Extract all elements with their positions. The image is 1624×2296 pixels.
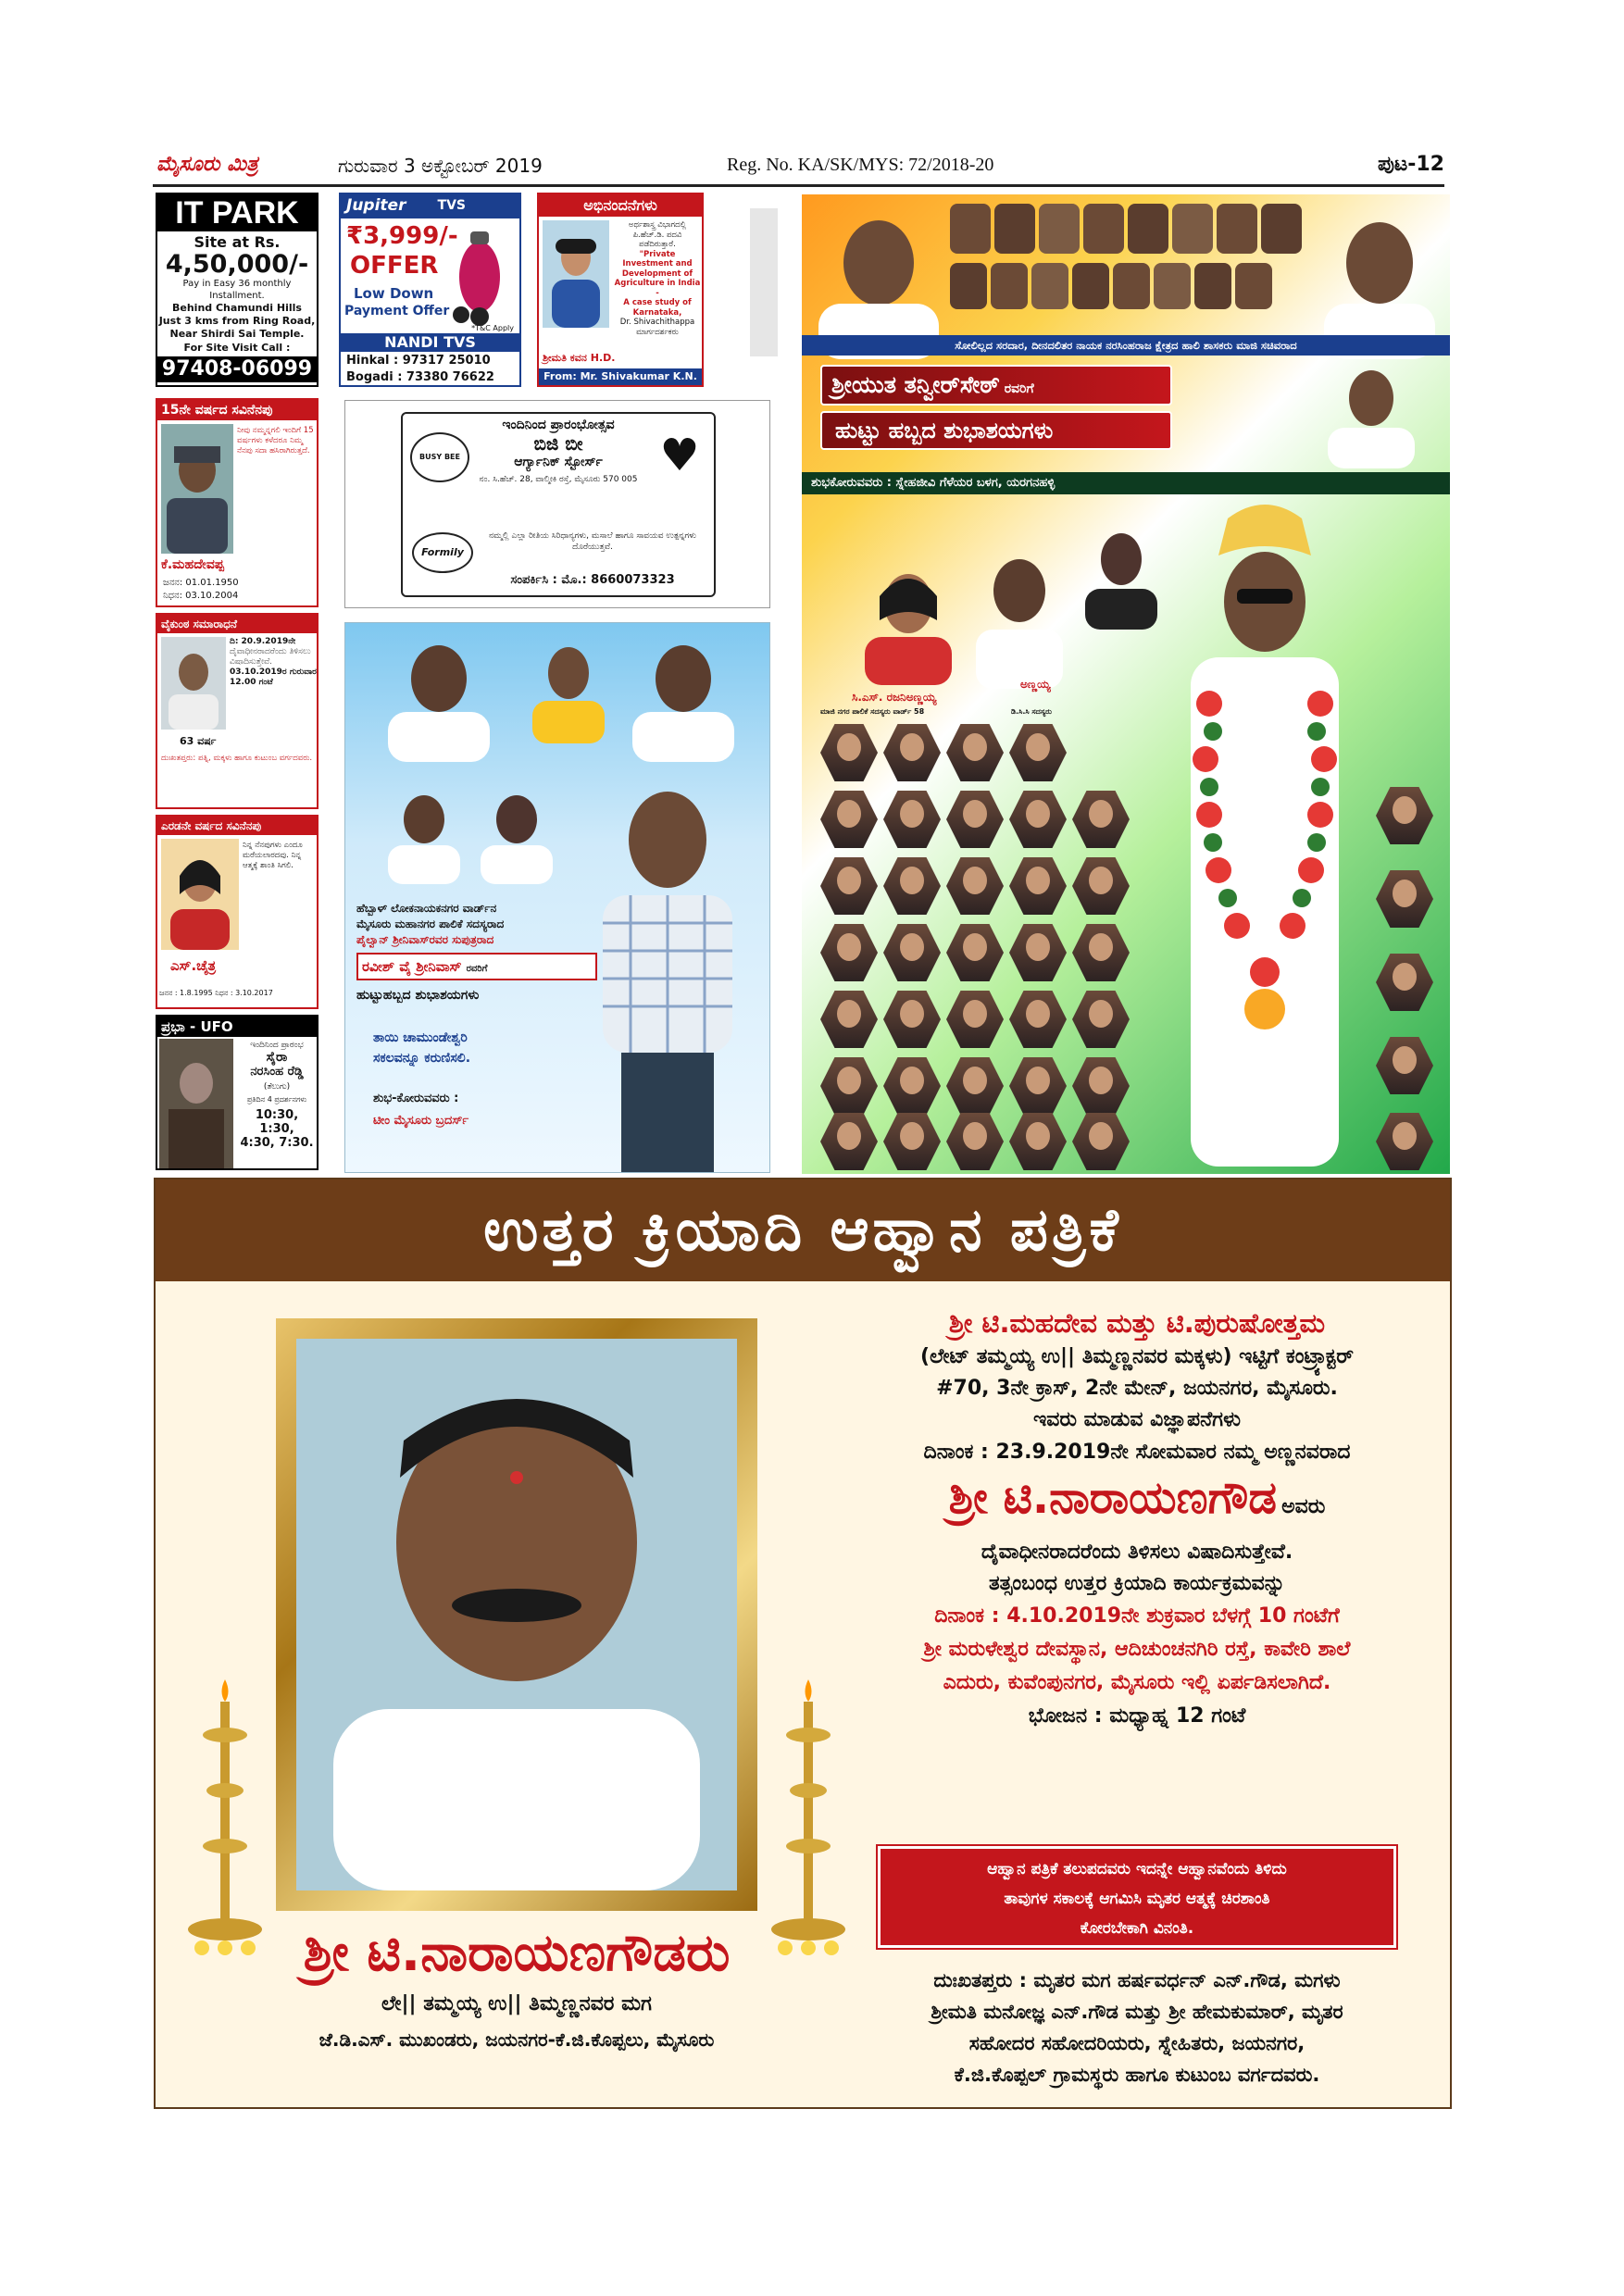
ravish-from-label: ಶುಭ-ಕೋರುವವರು : <box>373 1092 459 1105</box>
supporter-photo <box>883 924 941 981</box>
ravish-bless-2: ಸಕಲವನ್ನೂ ಕರುಣಿಸಲಿ. <box>373 1051 471 1066</box>
vaikunta-title: ವೈಕುಂಠ ಸಮಾರಾಧನೆ <box>157 615 317 633</box>
tvs-brand: TVS <box>437 198 466 213</box>
anniversary-15-photo <box>161 424 233 554</box>
it-park-phone: 97408-06099 <box>157 356 317 382</box>
annayya-role: ಡಿ.ಸಿ.ಸಿ ಸದಸ್ಯರು <box>1011 707 1052 716</box>
notice-line2: ತಾವುಗಳ ಸಕಾಲಕ್ಕೆ ಆಗಮಿಸಿ ಮೃತರ ಆತ್ಮಕ್ಕೆ ಚಿರಶಾಂತಿ <box>1004 1890 1270 1908</box>
leader-thumb <box>1194 263 1231 309</box>
thesis-1: "Private <box>639 249 676 259</box>
thesis-6: Karnataka, <box>632 307 682 318</box>
vaikunta-time: 12.00 ಗಂಟೆ <box>230 678 273 687</box>
mourners-3: ಸಹೋದರ ಸಹೋದರಿಯರು, ಸ್ನೇಹಿತರು, ಜಯನಗರ, <box>968 2032 1305 2054</box>
supporter-photo <box>1376 1037 1433 1094</box>
jupiter-dealer: NANDI TVS <box>341 333 519 352</box>
obit-line8: ದಿನಾಂಕ : 4.10.2019ನೇ ಶುಕ್ರವಾರ ಬೆಳಗ್ಗೆ 10 ಗಂಟೆಗೆ <box>934 1604 1340 1628</box>
jupiter-tvs-ad <box>339 193 521 387</box>
jupiter-tc: *T&C Apply <box>471 324 514 332</box>
ravish-line2: ಮೈಸೂರು ಮಹಾನಗರ ಪಾಲಿಕೆ ಸದಸ್ಯರಾದ <box>356 917 505 930</box>
supporter-photo <box>946 924 1004 981</box>
anniversary-2-name: ಎಸ್.ಚೈತ್ರ <box>170 957 217 974</box>
busy-bee-subtitle: ಆರ್ಗ್ಯಾನಿಕ್ ಸ್ಟೋರ್ಸ್ <box>514 455 603 469</box>
notice-line1: ಆಹ್ವಾನ ಪತ್ರಿಕೆ ತಲುಪದವರು ಇದನ್ನೇ ಆಹ್ವಾನವೆಂದು ತಿಳಿದು <box>987 1860 1287 1878</box>
tanveer-suffix: ರವರಿಗೆ <box>1004 381 1034 396</box>
anniversary-2-title: ಎರಡನೇ ವರ್ಷದ ಸವಿನೆನಪು <box>157 817 317 835</box>
supporters-grid <box>811 724 1163 1174</box>
obit-line4: ಇವರು ಮಾಡುವ ವಿಜ್ಞಾಪನೆಗಳು <box>1032 1408 1242 1431</box>
supporter-photo <box>820 1113 878 1170</box>
ravish-line1: ಹೆಬ್ಬಾಳ್ ಲೋಕನಾಯಕನಗರ ವಾರ್ಡ್‌ನ <box>356 902 497 915</box>
ravish-suffix: ರವರಿಗೆ <box>466 964 488 974</box>
anniversary-15-died: ನಿಧನ: 03.10.2004 <box>163 591 239 601</box>
leader-thumb <box>1113 263 1150 309</box>
obit-line7: ತತ್ಸಂಬಂಧ ಉತ್ತರ ಕ್ರಿಯಾದಿ ಕಾರ್ಯಕ್ರಮವನ್ನು <box>988 1572 1285 1595</box>
mourners-4: ಕೆ.ಜಿ.ಕೊಪ್ಪಲ್ ಗ್ರಾಮಸ್ಥರು ಹಾಗೂ ಕುಟುಂಬ ವರ್ಗದವರು. <box>954 2064 1320 2086</box>
supporter-photo <box>946 991 1004 1048</box>
it-park-line4: Just 3 kms from Ring Road, <box>158 314 316 327</box>
supporter-photo <box>820 724 878 781</box>
rajani-annayya-photo <box>857 555 959 685</box>
annayya-photo <box>968 541 1070 689</box>
prabha-title: ಪ್ರಭಾ - UFO <box>157 1017 317 1037</box>
tanveer-main-photo <box>1154 500 1376 1167</box>
obit-line5: ದಿನಾಂಕ : 23.9.2019ನೇ ಸೋಮವಾರ ನಮ್ಮ ಅಣ್ಣನವರಾದ <box>923 1441 1351 1464</box>
tanveer-name: ಶ್ರೀಯುತ ತನ್ವೀರ್‌ಸೇಠ್ <box>831 371 1000 398</box>
obit-line11: ಭೋಜನ : ಮಧ್ಯಾಹ್ನ 12 ಗಂಟೆ <box>1028 1704 1246 1728</box>
friend-photo <box>1080 518 1163 630</box>
film-name-1: ಸೈರಾ <box>266 1050 288 1065</box>
it-park-visit: For Site Visit Call : <box>183 342 291 355</box>
vaikunta-photo <box>161 637 226 730</box>
supporter-photo <box>1376 954 1433 1011</box>
vaikunta-ad: ವೈಕುಂಠ ಸಮಾರಾಧನೆ ದಿ: 20.9.2019ನೇ ದೈವಾಧೀನರಾದರೆಂದು ತಿಳಿಸಲು ವಿಷಾದಿಸುತ್ತೇವೆ. 03.10.2019ರ ಗುರುವಾರ 12.00 ಗಂಟೆ 63 ವರ್ಷ ದುಃಖತಪ್ತರು: ಪತ್ನಿ, ಮಕ್ಕಳು ಹಾಗೂ ಕುಟುಂಬ ವರ್ಗದವರು. <box>156 613 319 809</box>
leader-thumb <box>1072 263 1109 309</box>
supporter-photo <box>1009 791 1067 848</box>
supporter-photo <box>946 791 1004 848</box>
obit-line3: #70, 3ನೇ ಕ್ರಾಸ್, 2ನೇ ಮೇನ್, ಜಯನಗರ, ಮೈಸೂರು. <box>936 1377 1338 1400</box>
supporter-photo <box>883 724 941 781</box>
formily-logo: Formily <box>412 532 473 573</box>
obit-line10: ಎದುರು, ಕುವೆಂಪುನಗರ, ಮೈಸೂರು ಇಲ್ಲಿ ಏರ್ಪಡಿಸಲಾಗಿದೆ. <box>943 1671 1331 1694</box>
rajani-role: ಮಾಜಿ ನಗರ ಪಾಲಿಕೆ ಸದಸ್ಯರು ವಾರ್ಡ್ 58 <box>820 707 925 716</box>
ravish-from: ಟೀಂ ಮೈಸೂರು ಬ್ರದರ್ಸ್ <box>373 1114 469 1128</box>
ravish-name: ರವೀಶ್ ವೈ ಶ್ರೀನಿವಾಸ್ <box>362 958 462 975</box>
busy-bee-ad <box>344 400 770 608</box>
supporter-photo <box>1009 724 1067 781</box>
busy-bee-desc: ನಮ್ಮಲ್ಲಿ ಎಲ್ಲಾ ರೀತಿಯ ಸಿರಿಧಾನ್ಯಗಳು, ಮಸಾಲೆ ಹಾಗೂ ಸಾವಯವ ಉತ್ಪನ್ನಗಳು ದೊರೆಯುತ್ತವೆ. <box>489 531 696 552</box>
supporter-photo <box>820 791 878 848</box>
tanveer-top-line: ಸೋಲಿಲ್ಲದ ಸರದಾರ, ದೀನದಲಿತರ ನಾಯಕ ನರಸಿಂಹರಾಜ ಕ್ಷೇತ್ರದ ಹಾಲಿ ಶಾಸಕರು ಮಾಜಿ ಸಚಿವರಾದ <box>802 335 1450 356</box>
leaders-row-1 <box>950 204 1302 259</box>
it-park-line2: Pay in Easy 36 monthly Installment. <box>182 279 292 301</box>
thesis-5: A case study of <box>623 298 692 307</box>
supporter-photo <box>1072 857 1130 915</box>
ravish-birthday-ad <box>344 622 770 1173</box>
it-park-price: 4,50,000/- <box>165 250 309 279</box>
supporter-photo <box>883 1113 941 1170</box>
leader-thumb <box>1039 204 1080 254</box>
annayya-name: ಅಣ್ಣಯ್ಯ <box>1020 678 1051 691</box>
prabha-tag: ಇಂದಿನಿಂದ ಪ್ರಾರಂಭ <box>250 1041 304 1050</box>
busy-bee-heading: ಇಂದಿನಿಂದ ಪ್ರಾರಂಭೋತ್ಸವ <box>502 418 615 432</box>
leader-photo-3 <box>623 632 743 762</box>
anniversary-2-ad: ಎರಡನೇ ವರ್ಷದ ಸವಿನೆನಪು ನಿನ್ನ ನೆನಪುಗಳು ಎಂದೂ ಮರೆಯಲಾರದವು. ನಿನ್ನ ಆತ್ಮಕ್ಕೆ ಶಾಂತಿ ಸಿಗಲಿ. ಎಸ್.ಚೈತ್ರ ಜನನ : 1.8.1995 ನಿಧನ : 3.10.2017 <box>156 815 319 1009</box>
obit-line2: (ಲೇಟ್ ತಮ್ಮಯ್ಯ ಉ|| ತಿಮ್ಮಣ್ಣನವರ ಮಕ್ಕಳು) ಇಟ್ಟಿಗೆ ಕಂಟ್ರ್ಯಾಕ್ಟರ್ <box>920 1345 1354 1368</box>
congrats-name: ಶ್ರೀಮತಿ ಕವನ H.D. <box>543 352 616 364</box>
supporter-photo <box>1009 991 1067 1048</box>
deceased-name-big: ಶ್ರೀ ಟಿ.ನಾರಾಯಣಗೌಡ <box>948 1472 1277 1524</box>
congrats-text3: ಪಡೆದಿರುತ್ತಾರೆ. <box>639 240 676 249</box>
vaikunta-event: 03.10.2019ರ ಗುರುವಾರ <box>230 668 317 677</box>
supporter-photo <box>1072 991 1130 1048</box>
jupiter-brand: Jupiter <box>346 196 406 215</box>
film-name-2: ನರಸಿಂಹ ರೆಡ್ಡಿ <box>250 1065 304 1079</box>
jupiter-bogadi: Bogadi : 73380 76622 <box>346 370 494 384</box>
leader-thumb <box>1154 263 1191 309</box>
supporter-photo <box>1072 924 1130 981</box>
obit-line9: ಶ್ರೀ ಮರುಳೇಶ್ವರ ದೇವಸ್ಥಾನ, ಆದಿಚುಂಚನಗಿರಿ ರಸ್ತೆ, ಕಾವೇರಿ ಶಾಲೆ <box>923 1638 1351 1661</box>
anniversary-15-born: ಜನನ: 01.01.1950 <box>163 578 239 588</box>
leader-photo-2 <box>527 632 610 743</box>
busy-bee-contact: ಸಂಪರ್ಕಿಸಿ : ಮೊ.: 8660073323 <box>510 573 675 587</box>
busy-bee-address: ನಂ. ಸಿ.ಹೆಚ್. 28, ವಾಲ್ಮೀಕಿ ರಸ್ತೆ, ಮೈಸೂರು 570 005 <box>479 475 638 484</box>
prabha-cinema-ad: ಪ್ರಭಾ - UFO ಇಂದಿನಿಂದ ಪ್ರಾರಂಭ ಸೈರಾ ನರಸಿಂಹ ರೆಡ್ಡಿ (ತೆಲುಗು) ಪ್ರತಿದಿನ 4 ಪ್ರದರ್ಶನಗಳು 10:30, 1:30, 4:30, 7:30. <box>156 1015 319 1170</box>
anniversary-15-title: 15ನೇ ವರ್ಷದ ಸವಿನೆನಪು <box>157 400 317 420</box>
supporter-photo <box>1072 791 1130 848</box>
leader-thumb <box>1172 204 1213 254</box>
ravish-wish: ಹುಟ್ಟುಹಬ್ಬದ ಶುಭಾಶಯಗಳು <box>356 988 480 1003</box>
supporter-photo <box>1376 787 1433 844</box>
page-number: ಪುಟ-12 <box>1377 153 1444 176</box>
left-lamp-icon <box>183 1679 267 1957</box>
anniversary-15-ad: 15ನೇ ವರ್ಷದ ಸವಿನೆನಪು ನೀವು ನಮ್ಮನ್ನಗಲಿ ಇಂದಿಗೆ 15 ವರ್ಷಗಳು ಕಳೆದರೂ ನಿಮ್ಮ ನೆನಪು ಸದಾ ಹಸಿರಾಗಿರುತ್ತದೆ. ಕೆ.ಮಹದೇವಪ್ಪ ಜನನ: 01.01.1950 ನಿಧನ: 03.10.2004 <box>156 398 319 607</box>
leader-thumb <box>994 204 1035 254</box>
thesis-2: Investment and <box>622 259 693 268</box>
vaikunta-age: 63 ವರ್ಷ <box>180 735 217 747</box>
heart-icon: ♥ <box>659 430 700 481</box>
congrats-title: ಅಭಿನಂದನೆಗಳು <box>539 194 702 217</box>
anniversary-2-photo <box>161 839 239 950</box>
mourners-2: ಶ್ರೀಮತಿ ಮನೋಜ್ಞ ಎನ್.ಗೌಡ ಮತ್ತು ಶ್ರೀ ಹೇಮಕುಮಾರ್, ಮೃತರ <box>931 2001 1343 2023</box>
leader-thumb <box>1217 204 1257 254</box>
congrats-text2: ಪಿ.ಹೆಚ್.ಡಿ. ಪದವಿ <box>632 230 682 240</box>
congrats-ad <box>537 193 704 387</box>
supporter-photo <box>883 791 941 848</box>
supporter-photo <box>946 1113 1004 1170</box>
supporter-photo <box>883 857 941 915</box>
ravish-line3: ಪೈಲ್ವಾನ್ ಶ್ರೀನಿವಾಸ್‌ರವರ ಸುಪುತ್ರರಾದ <box>356 933 494 946</box>
portrait-frame <box>276 1318 757 1911</box>
tanveer-birthday-ad <box>802 194 1450 1174</box>
jupiter-offer: OFFER <box>350 252 439 280</box>
congrats-text1: ಅರ್ಥಶಾಸ್ತ್ರ ವಿಭಾಗದಲ್ಲಿ <box>628 220 687 230</box>
supporter-photo <box>820 857 878 915</box>
congrats-guide2: ಮಾರ್ಗದರ್ಶಕರು <box>636 327 679 337</box>
tanveer-from: ಶುಭಕೋರುವವರು : ಸ್ನೇಹಜೀವಿ ಗೆಳೆಯರ ಬಳಗ, ಯರಗನಹಳ್ಳಿ <box>802 472 1450 494</box>
supporter-photo <box>820 991 878 1048</box>
jupiter-price: ₹3,999/- <box>346 222 458 250</box>
vaikunta-date: ದಿ: 20.9.2019ನೇ <box>230 637 296 646</box>
mourners-1: ದುಃಖತಪ್ತರು : ಮೃತರ ಮಗ ಹರ್ಷವರ್ಧನ್ ಎನ್.ಗೌಡ, ಮಗಳು <box>933 1969 1341 1991</box>
leader-thumb <box>950 204 991 254</box>
caption-name: ಶ್ರೀ ಟಿ.ನಾರಾಯಣಗೌಡರು <box>303 1923 731 1983</box>
leader-thumb <box>991 263 1028 309</box>
tanveer-wish: ಹುಟ್ಟು ಹಬ್ಬದ ಶುಭಾಶಯಗಳು <box>835 418 1054 443</box>
show-times-1: 10:30, 1:30, <box>255 1108 299 1136</box>
obituary-banner: ಉತ್ತರ ಕ್ರಿಯಾದಿ ಆಹ್ವಾನ ಪತ್ರಿಕೆ <box>156 1179 1450 1281</box>
leader-thumb <box>1128 204 1168 254</box>
supporter-photo <box>820 1057 878 1115</box>
busy-bee-logo: BUSY BEE <box>410 432 469 482</box>
jupiter-hinkal: Hinkal : 97317 25010 <box>346 354 491 368</box>
man-with-garland-1 <box>1320 357 1422 468</box>
deceased-name-suffix: ಅವರು <box>1281 1495 1326 1518</box>
masthead <box>153 153 1444 190</box>
it-park-line1: Site at Rs. <box>194 233 281 251</box>
it-park-line5: Near Shirdi Sai Temple. <box>169 327 305 340</box>
busy-bee-name: ಬಿಜಿ ಬೀ <box>533 432 583 455</box>
caption-line2: ಲೇ|| ತಮ್ಮಯ್ಯ ಉ|| ತಿಮ್ಮಣ್ಣನವರ ಮಗ <box>381 1992 652 2015</box>
masthead-rule <box>153 184 1444 187</box>
show-times-2: 4:30, 7:30. <box>240 1136 314 1150</box>
supporter-photo <box>883 1057 941 1115</box>
leader-thumb <box>1261 204 1302 254</box>
ravish-bless-1: ತಾಯಿ ಚಾಮುಂಡೇಶ್ವರಿ <box>373 1030 468 1045</box>
scooter-image <box>443 226 517 328</box>
film-language: (ತೆಲುಗು) <box>263 1082 291 1092</box>
congrats-photo <box>543 220 609 328</box>
leaders-row-2 <box>950 263 1302 315</box>
leader-thumb <box>950 263 987 309</box>
supporter-photo <box>946 1057 1004 1115</box>
leader-thumb <box>1083 204 1124 254</box>
notice-line3: ಕೋರಬೇಕಾಗಿ ವಿನಂತಿ. <box>1080 1919 1194 1938</box>
supporter-photo <box>1376 1113 1433 1170</box>
supporter-photo <box>946 724 1004 781</box>
caption-line3: ಜೆ.ಡಿ.ಎಸ್. ಮುಖಂಡರು, ಜಯನಗರ-ಕೆ.ಜಿ.ಕೊಪ್ಪಲು, ಮೈಸೂರು <box>319 2028 715 2051</box>
supporter-photo <box>1009 857 1067 915</box>
leader-photo-1 <box>379 632 499 762</box>
it-park-title: IT PARK <box>157 194 317 231</box>
supporters-grid-right <box>1357 787 1450 1174</box>
film-poster <box>159 1039 233 1168</box>
jupiter-payment: Payment Offer <box>344 304 450 318</box>
deceased-portrait <box>296 1339 737 1890</box>
supporter-photo <box>883 991 941 1048</box>
leader-thumb <box>1235 263 1272 309</box>
issue-date: ಗುರುವಾರ 3 ಅಕ್ಟೋಬರ್ 2019 <box>338 155 543 177</box>
obituary-ad <box>154 1178 1452 2109</box>
anniversary-15-name: ಕೆ.ಮಹದೇವಪ್ಪ <box>161 557 224 572</box>
supporter-photo <box>1009 924 1067 981</box>
jupiter-low-down: Low Down <box>354 285 434 302</box>
supporter-photo <box>1009 1113 1067 1170</box>
supporter-photo <box>1072 1113 1130 1170</box>
obit-line6: ದೈವಾಧೀನರಾದರೆಂದು ತಿಳಿಸಲು ವಿಷಾದಿಸುತ್ತೇವೆ. <box>981 1541 1293 1564</box>
thesis-4: Agriculture in India - <box>614 279 701 298</box>
congrats-guide: Dr. Shivachithappa <box>619 318 695 327</box>
registration-number: Reg. No. KA/SK/MYS: 72/2018-20 <box>727 155 994 175</box>
supporter-photo <box>1009 1057 1067 1115</box>
it-park-ad <box>156 193 319 387</box>
leader-photo-4 <box>382 782 466 884</box>
it-park-line3: Behind Chamundi Hills <box>172 302 302 314</box>
supporter-photo <box>1376 870 1433 928</box>
congrats-from: From: Mr. Shivakumar K.N. <box>539 368 702 385</box>
paper-logo: ಮೈಸೂರು ಮಿತ್ರ <box>156 153 258 176</box>
senders-line: ಶ್ರೀ ಟಿ.ಮಹದೇವ ಮತ್ತು ಟಿ.ಪುರುಷೋತ್ತಮ <box>948 1307 1326 1339</box>
leader-thumb <box>1031 263 1068 309</box>
anniversary-2-dates: ಜನನ : 1.8.1995 ನಿಧನ : 3.10.2017 <box>159 989 273 997</box>
leader-photo-5 <box>475 782 558 884</box>
invitation-notice <box>878 1846 1396 1948</box>
thesis-3: Development of <box>621 268 693 279</box>
rajani-name: ಸಿ.ಎಸ್. ರಜನಿಅಣ್ಣಯ್ಯ <box>852 691 937 704</box>
grey-strip <box>750 208 778 356</box>
ravish-photo <box>575 766 760 1173</box>
supporter-photo <box>946 857 1004 915</box>
supporter-photo <box>820 924 878 981</box>
supporter-photo <box>1072 1057 1130 1115</box>
